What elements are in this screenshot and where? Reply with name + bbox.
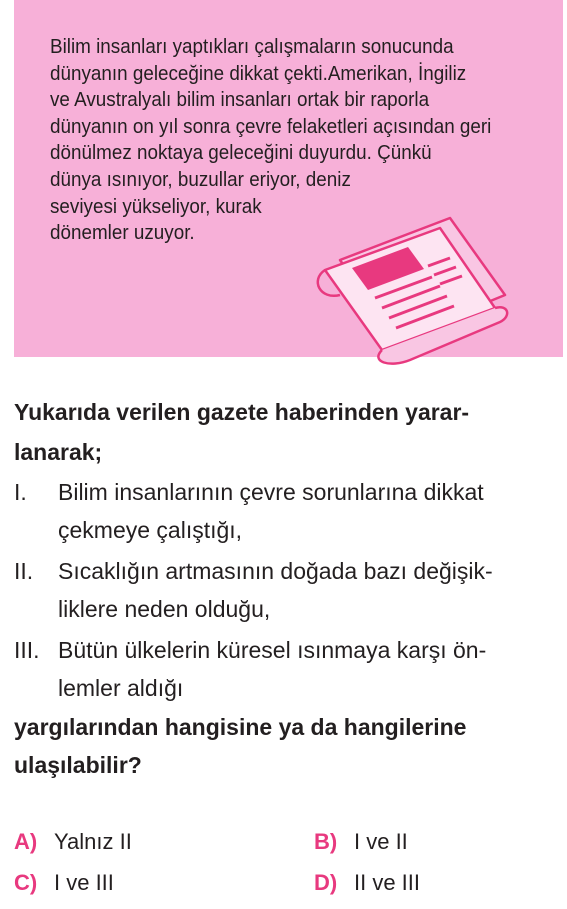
passage-line: dönemler uzuyor. [50, 221, 195, 245]
passage-line: ve Avustralyalı bilim insanları ortak bir raporla [50, 88, 430, 112]
option-letter: B) [314, 829, 338, 854]
option-text: II ve III [354, 870, 421, 895]
item-number: II. [14, 558, 34, 584]
item-text: Bilim insanlarının çevre sorunlarına dikkat [58, 479, 484, 505]
item-text: Sıcaklığın artmasının doğada bazı değişik- [58, 558, 493, 584]
passage-line: dünyanın geleceğine dikkat çekti.Amerikan, İngiliz [50, 61, 467, 85]
passage-line: dünya ısınıyor, buzullar eriyor, deniz [50, 167, 351, 191]
passage-line: dönülmez noktaya geleceğini duyurdu. Çünkü [50, 141, 432, 165]
option-text: I ve II [354, 829, 408, 854]
item-number: I. [14, 479, 27, 505]
option-a[interactable] [14, 827, 132, 857]
question-stem-line: lanarak; [14, 439, 103, 465]
question-closing-line: yargılarından hangisine ya da hangilerine [14, 714, 467, 740]
option-c[interactable] [14, 868, 114, 898]
option-d[interactable] [314, 868, 420, 898]
item-text: Bütün ülkelerin küresel ısınmaya karşı ön- [58, 637, 487, 663]
option-b[interactable] [314, 827, 408, 857]
passage-line: seviyesi yükseliyor, kurak [50, 194, 262, 218]
item-number: III. [14, 637, 40, 663]
option-text: Yalnız II [54, 829, 132, 854]
question-stem-line: Yukarıda verilen gazete haberinden yarar- [14, 399, 470, 425]
question-closing-line: ulaşılabilir? [14, 752, 142, 778]
option-text: I ve III [54, 870, 114, 895]
item-text: lemler aldığı [58, 675, 184, 701]
option-letter: D) [314, 870, 338, 895]
passage-line: dünyanın on yıl sonra çevre felaketleri açısından geri [50, 114, 492, 138]
item-text: çekmeye çalıştığı, [58, 517, 243, 543]
option-letter: A) [14, 829, 38, 854]
passage-line: Bilim insanları yaptıkları çalışmaların sonucunda [50, 35, 454, 58]
option-letter: C) [14, 870, 38, 895]
newspaper-icon [300, 200, 515, 370]
item-text: liklere neden olduğu, [58, 596, 271, 622]
